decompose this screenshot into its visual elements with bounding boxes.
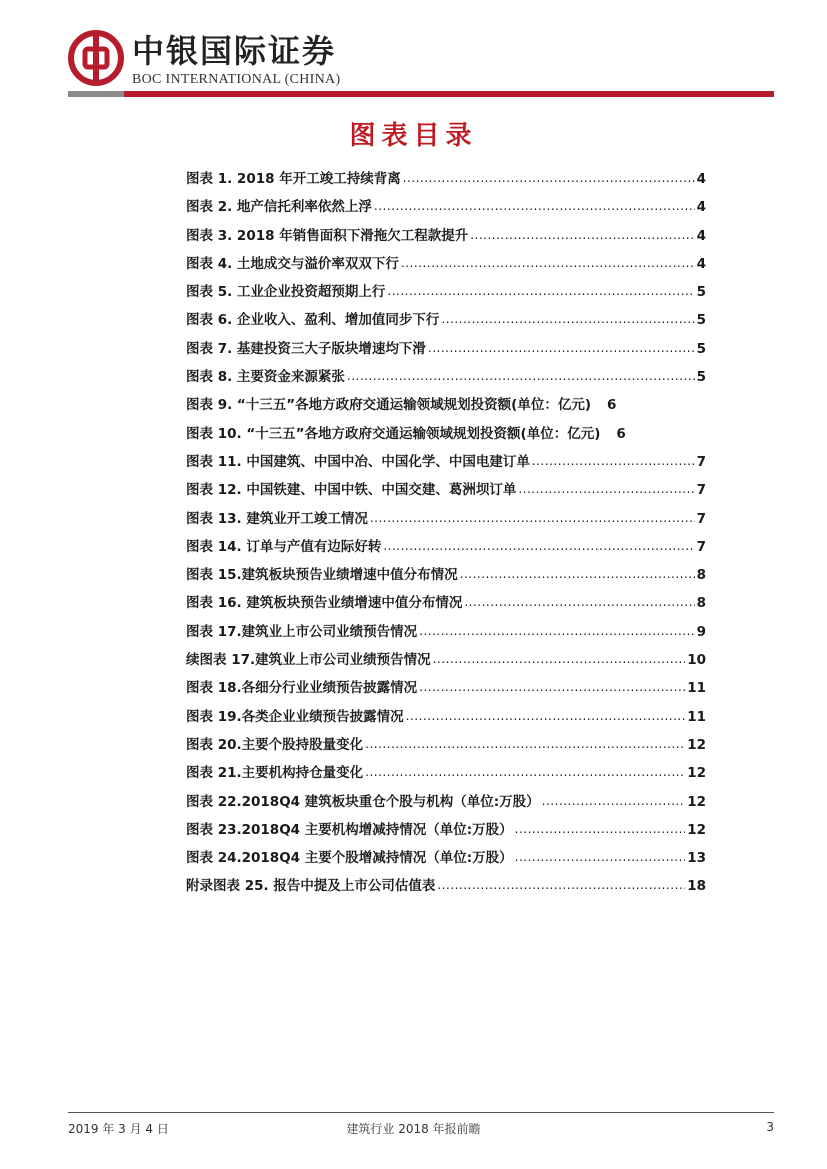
toc-entry-label: 图表 21.主要机构持仓量变化 xyxy=(186,765,364,782)
footer-rule xyxy=(68,1112,774,1113)
boc-logo-icon xyxy=(68,30,124,86)
toc-entry-label: 图表 6. 企业收入、盈利、增加值同步下行 xyxy=(186,312,440,329)
toc-leader-dots xyxy=(370,504,695,532)
toc-entry[interactable] xyxy=(186,674,706,702)
toc-entry-label: 图表 18.各细分行业业绩预告披露情况 xyxy=(186,680,418,697)
toc-entry-label: 图表 2. 地产信托利率依然上浮 xyxy=(186,199,372,216)
toc-entry-page: 12 xyxy=(687,765,706,782)
toc-entry[interactable] xyxy=(186,703,706,731)
toc-entry-page: 4 xyxy=(696,227,706,244)
footer-page-number: 3 xyxy=(766,1120,774,1134)
toc-leader-dots xyxy=(419,617,694,645)
toc-leader-dots xyxy=(464,588,694,616)
toc-leader-dots xyxy=(515,815,686,843)
toc-entry[interactable] xyxy=(186,759,706,787)
toc-leader-dots xyxy=(387,277,694,305)
toc-leader-dots xyxy=(347,362,695,390)
toc-entry-label: 图表 3. 2018 年销售面积下滑拖欠工程款提升 xyxy=(186,227,469,244)
toc-entry-page: 6 xyxy=(607,397,617,414)
toc-entry-label: 图表 5. 工业企业投资超预期上行 xyxy=(186,284,386,301)
toc-leader-dots xyxy=(365,730,685,758)
toc-entry-page: 7 xyxy=(696,453,706,470)
toc-entry-label: 图表 14. 订单与产值有边际好转 xyxy=(186,538,382,555)
toc-entry-page: 7 xyxy=(696,538,706,555)
toc-leader-dots xyxy=(460,560,695,588)
toc-leader-dots xyxy=(532,447,695,475)
toc-leader-dots xyxy=(441,305,694,333)
toc-entry-label: 续图表 17.建筑业上市公司业绩预告情况 xyxy=(186,652,431,669)
toc-entry-page: 12 xyxy=(687,736,706,753)
toc-leader-dots xyxy=(401,249,695,277)
toc-entry-page: 7 xyxy=(696,510,706,527)
toc-entry[interactable] xyxy=(186,533,706,561)
toc-entry-page: 10 xyxy=(687,652,706,669)
brand-name-chinese: 中银国际证券 xyxy=(132,32,337,70)
toc-leader-dots xyxy=(437,871,685,899)
toc-entry[interactable] xyxy=(186,646,706,674)
toc-entry-page: 7 xyxy=(696,482,706,499)
toc-leader-dots xyxy=(428,334,695,362)
toc-leader-dots xyxy=(365,758,685,786)
toc-entry-label: 图表 12. 中国铁建、中国中铁、中国交建、葛洲坝订单 xyxy=(186,482,517,499)
toc-leader-dots xyxy=(515,843,686,871)
toc-entry[interactable] xyxy=(186,420,706,448)
toc-leader-dots xyxy=(383,532,694,560)
toc-entry-page: 11 xyxy=(687,680,706,697)
toc-entry-page: 5 xyxy=(696,284,706,301)
toc-leader-dots xyxy=(470,221,694,249)
toc-entry-page: 4 xyxy=(696,255,706,272)
toc-entry[interactable] xyxy=(186,476,706,504)
toc-entry[interactable] xyxy=(186,561,706,589)
toc-entry-page: 6 xyxy=(616,425,626,442)
toc-title: 图表目录 xyxy=(349,121,478,151)
page-header xyxy=(68,30,774,100)
toc-entry-page: 18 xyxy=(687,878,706,895)
toc-entry-page: 5 xyxy=(696,340,706,357)
toc-entry-page: 13 xyxy=(687,850,706,867)
toc-entry[interactable] xyxy=(186,278,706,306)
toc-entry-page: 5 xyxy=(696,312,706,329)
toc-leader-dots xyxy=(374,192,695,220)
toc-entry-page: 8 xyxy=(696,567,706,584)
toc-leader-dots xyxy=(518,475,694,503)
toc-entry[interactable] xyxy=(186,872,706,900)
header-rule-gray xyxy=(68,91,124,97)
toc-entry-page: 5 xyxy=(696,369,706,386)
toc-entry[interactable] xyxy=(186,505,706,533)
toc-entry-label: 图表 16. 建筑板块预告业绩增速中值分布情况 xyxy=(186,595,463,612)
brand-name-english: BOC INTERNATIONAL (CHINA) xyxy=(132,72,341,87)
toc-entry-label: 图表 15.建筑板块预告业绩增速中值分布情况 xyxy=(186,567,458,584)
toc-entry[interactable] xyxy=(186,788,706,816)
toc-entry-page: 8 xyxy=(696,595,706,612)
toc-entry[interactable] xyxy=(186,816,706,844)
toc-leader-dots xyxy=(542,787,686,815)
toc-entry[interactable] xyxy=(186,222,706,250)
toc-leader-dots xyxy=(433,645,686,673)
toc-entry-label: 图表 7. 基建投资三大子版块增速均下滑 xyxy=(186,340,426,357)
toc-entry-label: 图表 13. 建筑业开工竣工情况 xyxy=(186,510,368,527)
table-of-figures xyxy=(186,165,706,901)
toc-entry-label: 图表 4. 土地成交与溢价率双双下行 xyxy=(186,255,399,272)
toc-entry-label: 图表 24.2018Q4 主要个股增减持情况（单位:万股） xyxy=(186,850,513,867)
toc-entry[interactable] xyxy=(186,335,706,363)
toc-entry[interactable] xyxy=(186,618,706,646)
toc-entry[interactable] xyxy=(186,589,706,617)
toc-entry-label: 图表 8. 主要资金来源紧张 xyxy=(186,369,345,386)
toc-entry-page: 4 xyxy=(696,199,706,216)
toc-leader-dots xyxy=(403,164,695,192)
toc-entry-label: 图表 19.各类企业业绩预告披露情况 xyxy=(186,708,404,725)
toc-leader-dots xyxy=(419,673,685,701)
header-rule-red xyxy=(124,91,774,97)
toc-entry[interactable] xyxy=(186,844,706,872)
footer-report-title: 建筑行业 2018 年报前瞻 xyxy=(346,1122,481,1136)
toc-leader-dots xyxy=(406,702,686,730)
toc-entry[interactable] xyxy=(186,250,706,278)
toc-entry-label: 图表 11. 中国建筑、中国中冶、中国化学、中国电建订单 xyxy=(186,453,530,470)
toc-entry[interactable] xyxy=(186,306,706,334)
toc-entry-label: 图表 22.2018Q4 建筑板块重仓个股与机构（单位:万股） xyxy=(186,793,540,810)
toc-entry-label: 图表 17.建筑业上市公司业绩预告情况 xyxy=(186,623,418,640)
toc-entry[interactable] xyxy=(186,448,706,476)
toc-entry[interactable] xyxy=(186,193,706,221)
toc-entry-page: 4 xyxy=(696,171,706,187)
toc-entry-label: 图表 9. “十三五”各地方政府交通运输领域规划投资额(单位：亿元) xyxy=(186,397,592,414)
toc-entry-page: 12 xyxy=(687,821,706,838)
toc-entry-page: 11 xyxy=(687,708,706,725)
toc-entry-label: 附录图表 25. 报告中提及上市公司估值表 xyxy=(186,878,436,895)
toc-entry[interactable] xyxy=(186,165,706,193)
toc-entry[interactable] xyxy=(186,731,706,759)
toc-entry[interactable] xyxy=(186,391,706,419)
toc-entry-label: 图表 20.主要个股持股量变化 xyxy=(186,736,364,753)
toc-entry-label: 图表 10. “十三五”各地方政府交通运输领域规划投资额(单位：亿元) xyxy=(186,425,601,442)
toc-entry[interactable] xyxy=(186,363,706,391)
toc-entry-label: 图表 23.2018Q4 主要机构增减持情况（单位:万股） xyxy=(186,821,513,838)
toc-entry-page: 12 xyxy=(687,793,706,810)
footer-date: 2019 年 3 月 4 日 xyxy=(68,1122,169,1136)
toc-entry-label: 图表 1. 2018 年开工竣工持续背离 xyxy=(186,171,401,187)
toc-entry-page: 9 xyxy=(696,623,706,640)
